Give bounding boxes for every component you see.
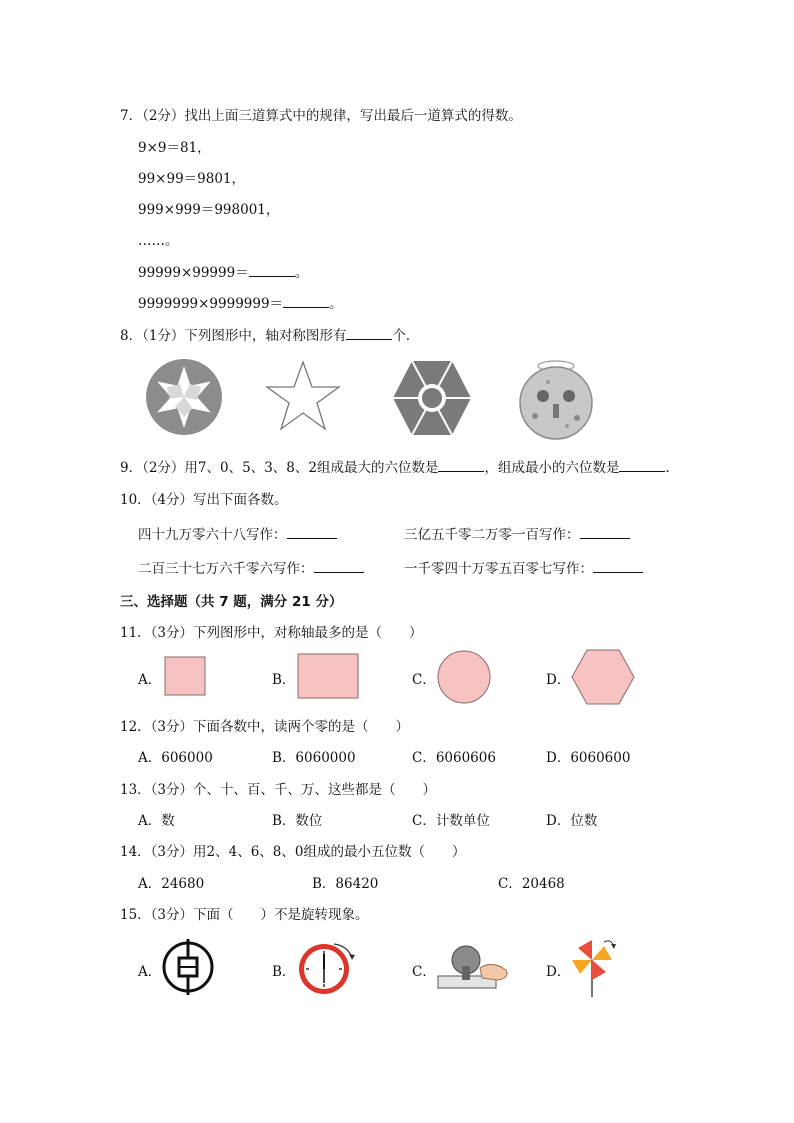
q12-option-a[interactable]: A．606000: [138, 750, 213, 766]
q15-option-c-label[interactable]: C．: [412, 964, 436, 980]
q11-option-d-label[interactable]: D．: [546, 672, 571, 688]
q14-stem: 14．（3分）用2、4、6、8、0组成的最小五位数（ ）: [120, 844, 466, 860]
q11-option-c-label[interactable]: C．: [412, 672, 436, 688]
q10-item-2-text: 三亿五千零二万零一百写作：: [404, 527, 580, 543]
q8-stem-text-b: 个．: [392, 328, 420, 344]
pinwheel-icon[interactable]: [570, 936, 618, 998]
q8-answer-blank[interactable]: [346, 327, 392, 340]
q7-ask-2: [138, 292, 343, 312]
q14-option-c[interactable]: C．20468: [498, 876, 565, 892]
q12-stem: 12．（3分）下面各数中，读两个零的是（ ）: [120, 719, 410, 735]
aperture-hexagon-icon: [391, 358, 473, 438]
q7-ask-2-text: 9999999×9999999＝: [138, 296, 284, 312]
q9-stem: [120, 456, 670, 476]
q12-option-c[interactable]: C．6060606: [412, 750, 496, 766]
q9-stem-text-b: ，组成最小的六位数是: [484, 460, 620, 476]
q10-answer-blank-2[interactable]: [580, 526, 630, 539]
q14-option-b[interactable]: B．86420: [312, 876, 379, 892]
pink-rectangle-icon[interactable]: [297, 653, 359, 699]
q9-stem-text-a: 9．（2分）用7、0、5、3、8、2组成最大的六位数是: [120, 460, 439, 476]
q10-item-2: [404, 523, 630, 543]
moon-face-icon: [515, 356, 597, 440]
q15-option-b-label[interactable]: B．: [272, 964, 296, 980]
q7-line-4: ……。: [138, 233, 179, 249]
q13-option-b[interactable]: B．数位: [272, 813, 323, 829]
q7-ask-1-end: 。: [294, 265, 309, 281]
q7-ask-1-text: 99999×99999＝: [138, 265, 249, 281]
q12-option-b[interactable]: B．6060000: [272, 750, 356, 766]
q7-answer-blank-2[interactable]: [283, 295, 329, 308]
q7-ask-1: [138, 261, 308, 281]
q15-stem: 15．（3分）下面（ ）不是旋转现象。: [120, 907, 369, 923]
star-outline-icon: [265, 360, 341, 432]
q13-option-a[interactable]: A．数: [138, 813, 175, 829]
wall-clock-icon[interactable]: [296, 938, 356, 996]
pink-square-icon[interactable]: [164, 656, 206, 696]
q11-option-b-label[interactable]: B．: [272, 672, 296, 688]
q7-stem: 7．（2分）找出上面三道算式中的规律，写出最后一道算式的得数。: [120, 108, 522, 124]
q11-stem: 11．（3分）下列图形中，对称轴最多的是（ ）: [120, 625, 423, 641]
q13-stem: 13．（3分）个、十、百、千、万、这些都是（ ）: [120, 782, 437, 798]
q13-option-d[interactable]: D．位数: [546, 813, 598, 829]
q10-item-1: [138, 523, 337, 543]
q7-line-1: 9×9＝81，: [138, 140, 211, 156]
q15-option-a-label[interactable]: A．: [138, 964, 162, 980]
q7-ask-2-end: 。: [329, 296, 343, 312]
q12-option-d[interactable]: D．6060600: [546, 750, 631, 766]
q8-stem: [120, 324, 419, 344]
pink-circle-icon[interactable]: [437, 650, 491, 704]
q10-answer-blank-3[interactable]: [314, 560, 364, 573]
section-heading: 三、选择题（共 7 题，满分 21 分）: [120, 594, 343, 610]
q13-option-c[interactable]: C．计数单位: [412, 813, 490, 829]
q9-answer-blank-max[interactable]: [438, 459, 484, 472]
q10-item-4-text: 一千零四十万零五百零七写作：: [404, 561, 593, 577]
q10-stem: 10．（4分）写出下面各数。: [120, 492, 288, 508]
q9-stem-text-c: .: [665, 460, 670, 476]
pink-hexagon-icon[interactable]: [571, 649, 635, 705]
bank-logo-icon[interactable]: [160, 938, 216, 996]
q10-item-1-text: 四十九万零六十八写作：: [138, 527, 287, 543]
q7-line-2: 99×99＝9801，: [138, 171, 246, 187]
q10-item-3-text: 二百三十七万六千零六写作：: [138, 561, 314, 577]
q15-option-d-label[interactable]: D．: [546, 964, 571, 980]
q10-answer-blank-1[interactable]: [287, 526, 337, 539]
q10-item-4: [404, 557, 643, 577]
q10-answer-blank-4[interactable]: [593, 560, 643, 573]
q10-item-3: [138, 557, 364, 577]
flower-pattern-icon: [145, 358, 223, 436]
q11-option-a-label[interactable]: A．: [138, 672, 162, 688]
q7-answer-blank-1[interactable]: [249, 264, 295, 277]
q9-answer-blank-min[interactable]: [619, 459, 665, 472]
q8-stem-text-a: 8．（1分）下列图形中，轴对称图形有: [120, 328, 347, 344]
q14-option-a[interactable]: A．24680: [138, 876, 205, 892]
q7-line-3: 999×999＝998001，: [138, 202, 280, 218]
sharpener-hand-icon[interactable]: [436, 938, 512, 994]
